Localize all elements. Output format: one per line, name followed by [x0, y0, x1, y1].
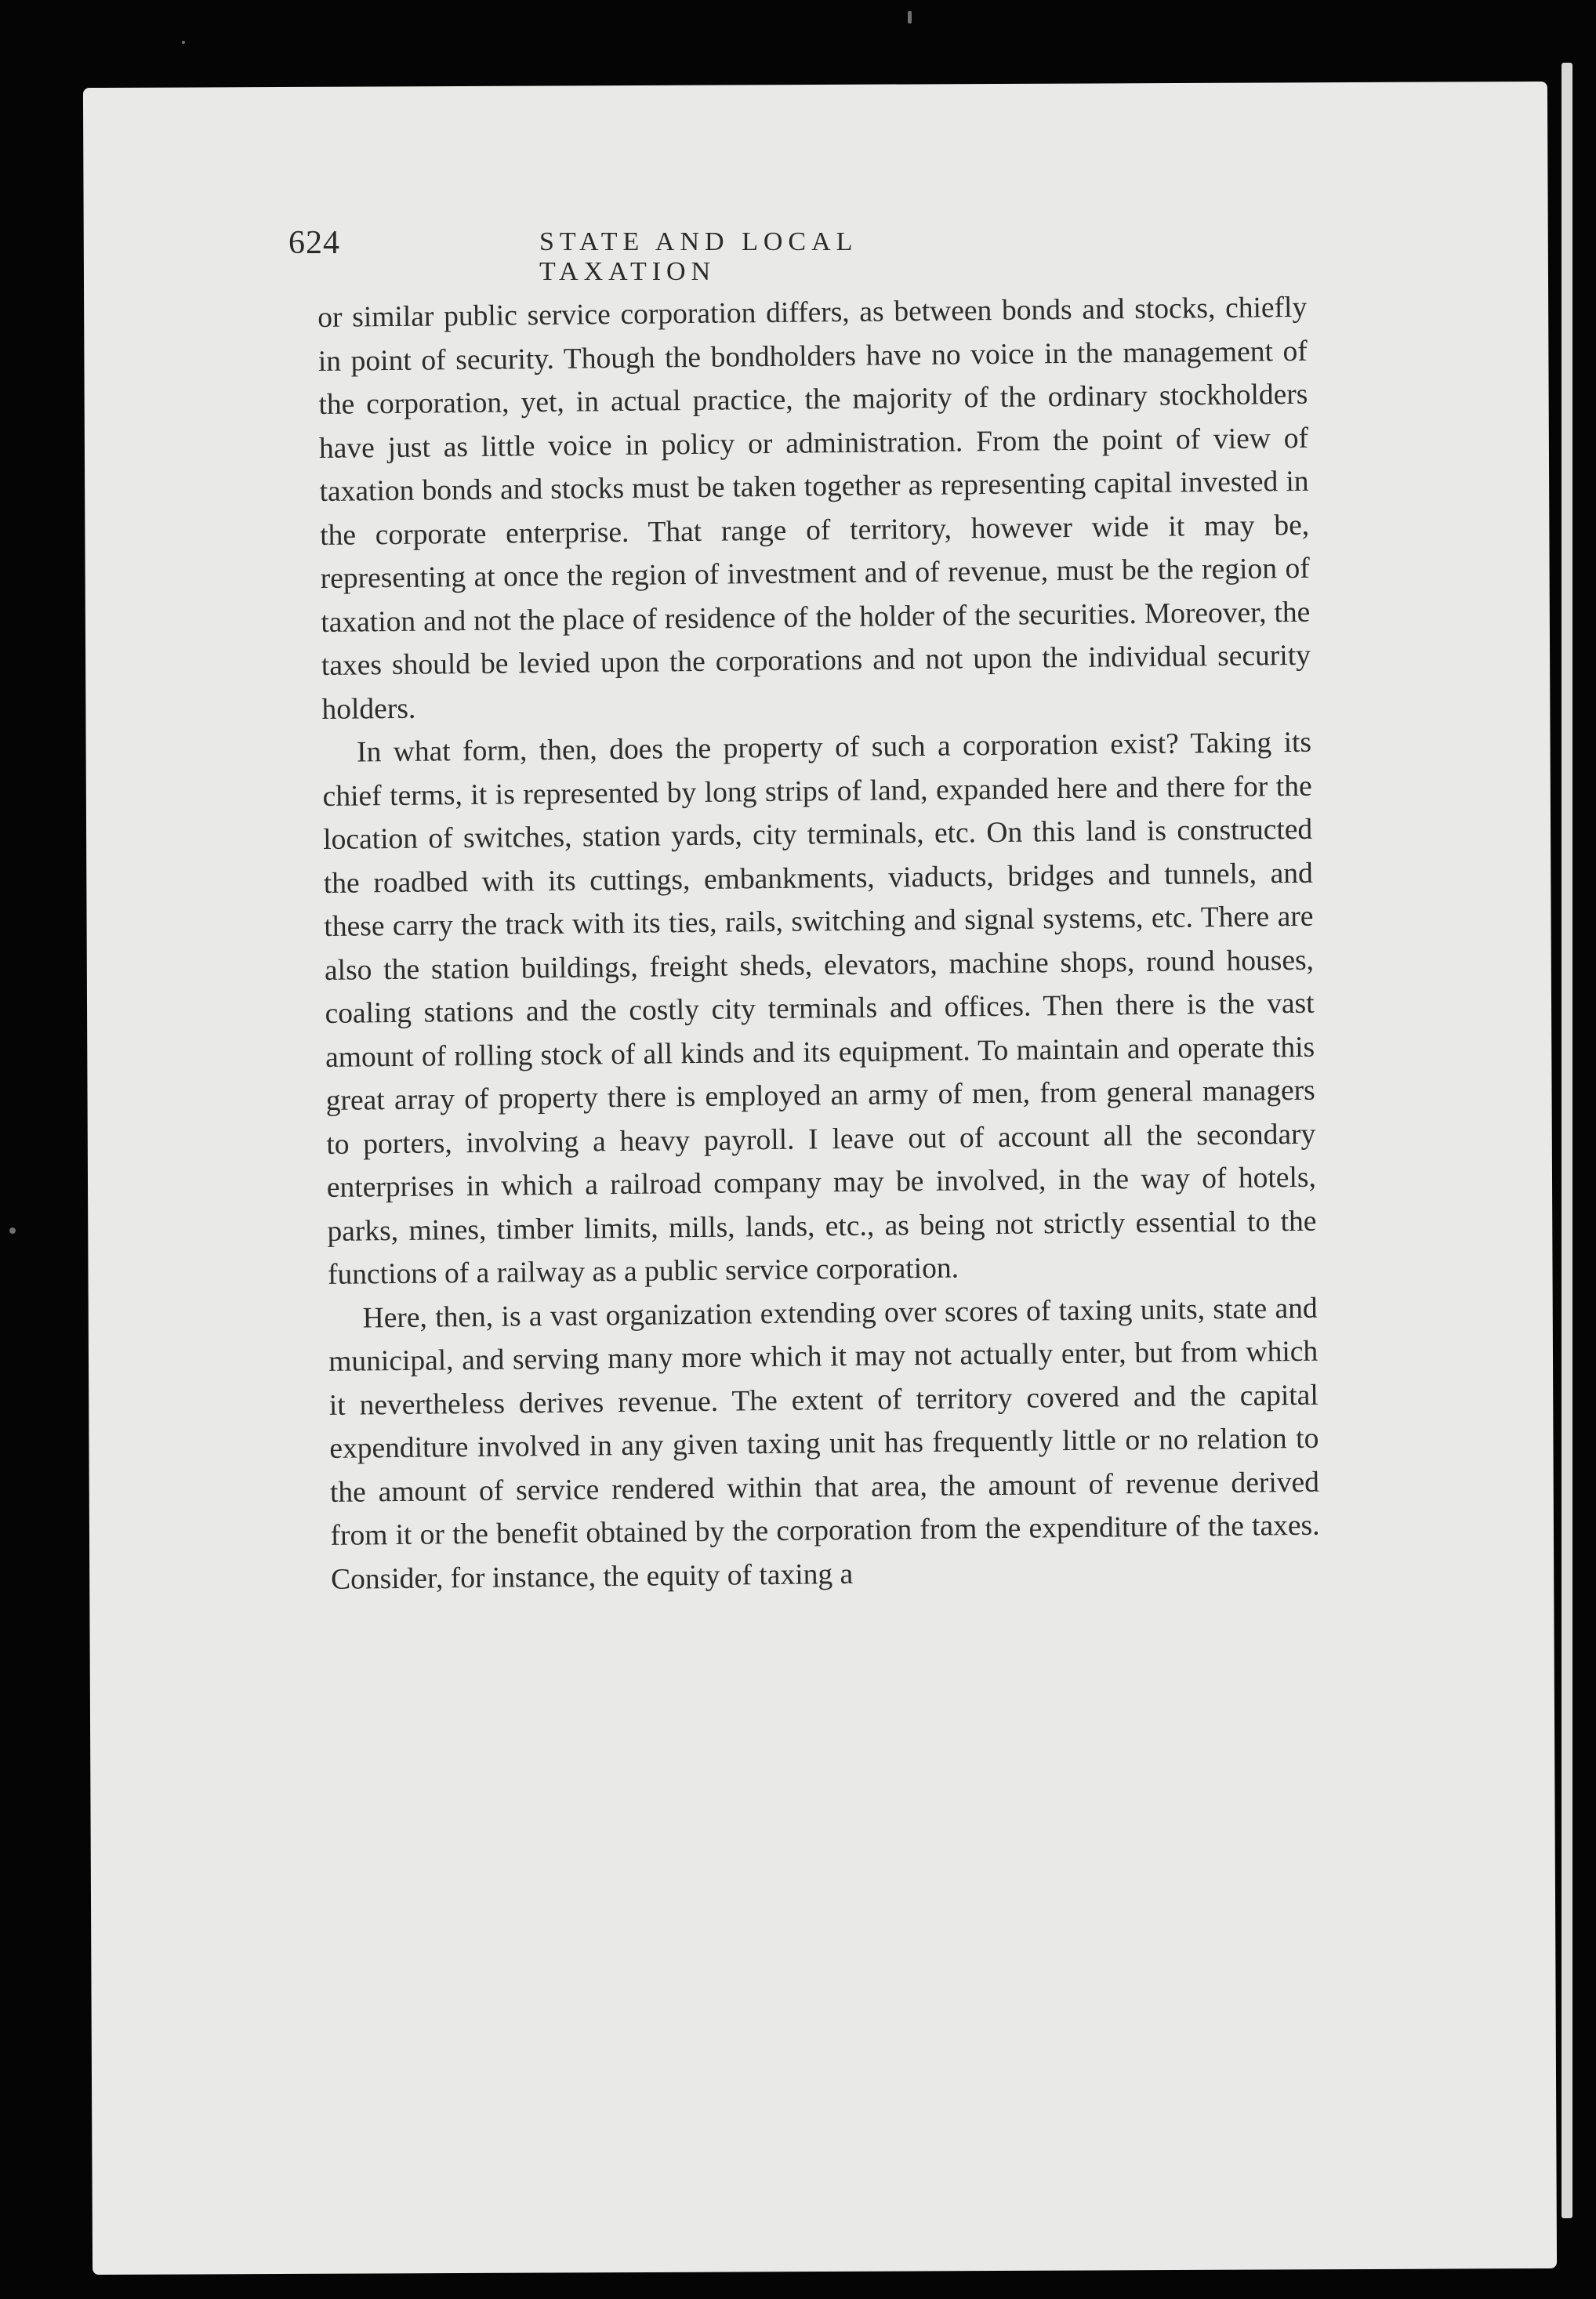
paragraph: or similar public service corporation differs, as between bonds and stocks, chiefly in point of security. Though the bondholders have no voice in the management of the corporation, yet, in actual practice, the majority of the ordinary stockholders have just as little voice in policy or administration. From the point of view of taxation bonds and stocks must be taken together as representing capital invested in the corporate enterprise. That range of territory, however wide it may be, representing at once the region of investment and of revenue, must be the region of taxation and not the place of residence of the holder of the securities. Moreover, the taxes should be levied upon the corporations and not upon the individual security holders.: [317, 291, 1311, 726]
paragraph: In what form, then, does the property of such a corporation exist? Taking its chief terms, it is represented by long strips of land, expanded here and there for the location of switches, station yards, city terminals, etc. On this land is constructed the roadbed with its cuttings, embankments, viaducts, bridges and tunnels, and these carry the track with its ties, rails, switching and signal systems, etc. There are also the station buildings, freight sheds, elevators, machine shops, round houses, coaling stations and the costly city terminals and offices. Then there is the vast amount of rolling stock of all kinds and its equipment. To maintain and operate this great array of property there is employed an army of men, from general managers to porters, involving a heavy payroll. I leave out of account all the secondary enterprises in which a railroad company may be involved, in the way of hotels, parks, mines, timber limits, mills, lands, etc., as being not strictly essential to the functions of a railway as a public service corporation.: [322, 726, 1317, 1291]
body-text: [317, 286, 1320, 1601]
dust-speck: [9, 1227, 16, 1234]
running-header: [288, 224, 1041, 286]
running-title: STATE AND LOCAL TAXATION: [539, 227, 858, 286]
paragraph: Here, then, is a vast organization extending over scores of taxing units, state and municipal, and serving many more which it may not actually enter, but from which it nevertheless derives revenue. The extent of territory covered and the capital expenditure involved in any given taxing unit has frequently little or no relation to the amount of service rendered within that area, the amount of revenue derived from it or the benefit obtained by the corporation from the expenditure of the taxes. Consider, for instance, the equity of taxing a: [328, 1292, 1320, 1596]
dust-speck: [182, 41, 185, 44]
dust-speck: [908, 11, 912, 24]
adjacent-page-edge: [1562, 63, 1572, 2218]
page-number: 624: [288, 225, 340, 261]
